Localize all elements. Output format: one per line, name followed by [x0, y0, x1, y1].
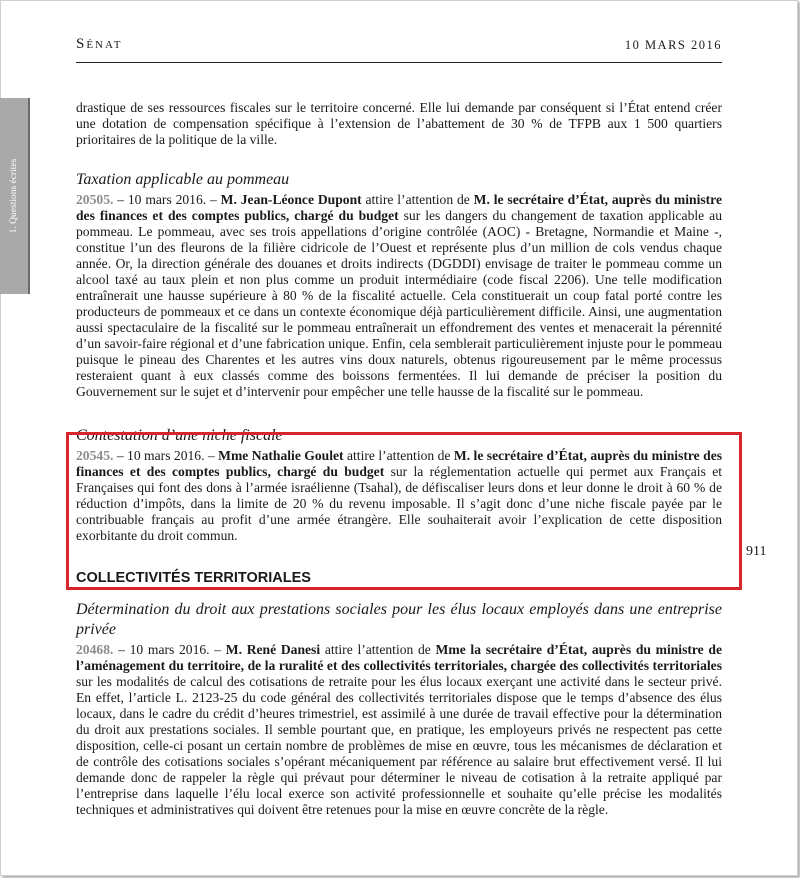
question-date: – 10 mars 2016. – — [113, 192, 221, 207]
question-author: Mme Nathalie Goulet — [218, 448, 344, 463]
header-date: 10 MARS 2016 — [624, 38, 722, 52]
question-date: – 10 mars 2016. – — [113, 642, 226, 657]
question-recipient: Mme la secrétaire d’État, auprès du ministre de l’aménagement du territoire, de la ruralité et des collectivités territoriales, chargée des collectivités territoriales — [76, 642, 723, 673]
side-tab — [0, 98, 30, 294]
question-text: attire l’attention de — [320, 642, 436, 657]
question-elus — [76, 642, 722, 818]
page-number: 911 — [746, 544, 767, 559]
question-number: 20545. — [76, 448, 114, 463]
question-body: sur la réglementation actuelle qui permet aux Français et Françaises qui font des dons à l’armée israélienne (Tsahal), de défiscaliser leurs dons et leur donne le droit à 60 % de réduction d’impôts, dans la limite de 20 % du revenu imposable. Il s’agit donc d’une niche fiscale payée par le contribuable français au profit d’une armée étrangère. Elle souhaiterait avoir l’explication de cette disposition exorbitante du droit commun. — [76, 464, 723, 543]
side-tab-label: 1. Questions écrites — [9, 158, 19, 234]
question-title-pommeau: Taxation applicable au pommeau — [76, 171, 290, 188]
page-header — [76, 36, 722, 56]
highlight-box — [66, 432, 742, 590]
header-senat: Sénat — [76, 36, 123, 52]
question-body: sur les dangers du changement de taxation applicable au pommeau. Le pommeau, avec ses trois appellations d’origine contrôlée (AOC) - Bretagne, Normandie et Maine -, constitue l’un des fleurons de la filière cidricole de l’Ouest et représente plus d’un million de cols vendus chaque année. Or, la direction générale des douanes et droits indirects (DGDDI) envisage de traiter le pommeau comme un alcool taxé au taux plein et non plus comme un produit intermédiaire (code fiscal 2206). Une telle modification entraînerait une hausse supérieure à 80 % de la fiscalité actuelle. Cela constituerait un coup fatal porté contre les producteurs de pommeaux et ce dans un contexte économique déjà particulièrement difficile. Ainsi, une augmentation aussi spectaculaire de la fiscalité sur le pommeau entraînerait un effondrement des ventes et menacerait la pérennité d’un savoir-faire régional et d’une fabrication unique. Enfin, cela semblerait particulièrement injuste pour le pommeau puisque le pineau des Charentes et les autres vins doux naturels, obtenus rigoureusement par le même processus resteraient quant à eux classés comme des boissons fermentées. Il lui demande de préciser la position du Gouvernement sur le sujet et d’intervenir pour empêcher une telle hausse de la fiscalité sur le pommeau. — [76, 208, 722, 399]
intro-paragraph: drastique de ses ressources fiscales sur le territoire concerné. Elle lui demande par conséquent si l’État entend créer une dotation de compensation spécifique à l’extension de l’abattement de 30 % de TFPB aux 1 500 quartiers prioritaires de la politique de la ville. — [76, 100, 722, 147]
question-recipient: M. le secrétaire d’État, auprès du ministre des finances et des comptes publics, chargé du budget — [76, 192, 723, 223]
question-title-elus: Détermination du droit aux prestations sociales pour les élus locaux employés dans une entreprise privée — [76, 601, 722, 638]
question-body: sur les modalités de calcul des cotisations de retraite pour les élus locaux exerçant une activité dans le secteur privé. En effet, l’article L. 2123-25 du code général des collectivités territoriales dispose que le temps d’absence des élus locaux, dans le cadre du crédit d’heures trimestriel, est assimilé à une durée de travail effective pour la détermination du droit aux prestations sociales. Il semble pourtant que, en pratique, les employeurs privés ne respectent pas cette disposition, celle-ci posant un certain nombre de problèmes de mise en œuvre, tous les mécanismes de déclaration et de contrôle des cotisations sociales s’opérant mécaniquement par référence au salaire brut effectivement versé. Il lui demande donc de rappeler la règle qui prévaut pour déterminer le niveau de cotisation à la retraite appliqué par l’entreprise dans laquelle l’élu local exerce son activité professionnelle et souhaite qu’elle précise les modalités techniques et administratives qui doivent être retenues pour la mise en œuvre concrète de la règle. — [76, 674, 722, 817]
header-rule — [76, 62, 722, 63]
question-author: M. Jean-Léonce Dupont — [220, 192, 362, 207]
question-text: attire l’attention de — [361, 192, 474, 207]
section-heading: COLLECTIVITÉS TERRITORIALES — [76, 570, 311, 586]
question-author: M. René Danesi — [225, 642, 321, 657]
question-number: 20468. — [76, 642, 114, 657]
question-text: attire l’attention de — [343, 448, 454, 463]
question-date: – 10 mars 2016. – — [113, 448, 219, 463]
question-number: 20505. — [76, 192, 114, 207]
question-title-niche: Contestation d’une niche fiscale — [76, 427, 283, 444]
question-pommeau — [76, 192, 722, 400]
question-recipient: M. le secrétaire d’État, auprès du ministre des finances et des comptes publics, chargé du budget — [76, 448, 723, 479]
